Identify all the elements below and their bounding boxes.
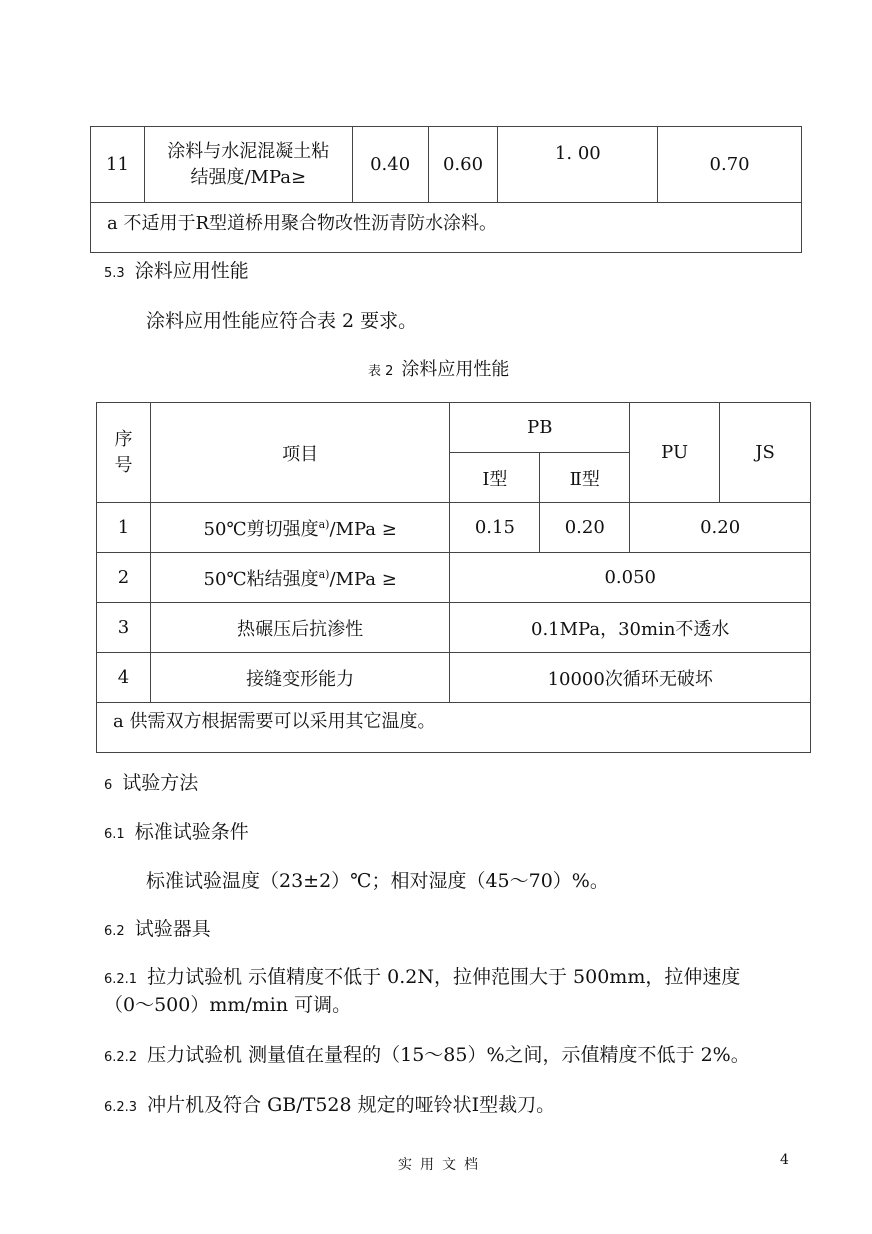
section-heading xyxy=(104,768,198,795)
paragraph-continuation: （0～500）mm/min 可调。 xyxy=(104,994,352,1016)
section-number: 6.2.3 xyxy=(104,1100,138,1115)
item-cell: 热碾压后抗渗性 xyxy=(150,603,450,653)
header-item: 项目 xyxy=(150,403,450,503)
section-number: 6 xyxy=(104,778,113,793)
value-cell: 1. 00 xyxy=(498,127,658,203)
table-row xyxy=(97,603,811,653)
section-number: 6.2 xyxy=(104,924,125,939)
item-text: 50℃剪切强度 xyxy=(203,518,319,540)
page-number: 4 xyxy=(780,1152,789,1168)
section-heading xyxy=(104,256,249,283)
table-row xyxy=(97,653,811,703)
header-no-line: 序 xyxy=(114,428,133,450)
item-cell xyxy=(150,503,450,553)
paragraph: 涂料应用性能应符合表 2 要求。 xyxy=(146,310,418,332)
table-row xyxy=(91,127,802,203)
value-cell: 0.050 xyxy=(450,553,811,603)
section-number: 6.1 xyxy=(104,827,125,842)
paragraph-text: 压力试验机 测量值在量程的（15～85）%之间，示值精度不低于 2%。 xyxy=(147,1044,750,1066)
section-number: 6.2.1 xyxy=(104,972,138,987)
paragraph-text: 冲片机及符合 GB/T528 规定的哑铃状Ⅰ型裁刀。 xyxy=(147,1094,556,1116)
table-row xyxy=(97,553,811,603)
value-cell: 0.15 xyxy=(450,503,540,553)
item-line: 结强度/MPa≥ xyxy=(190,166,307,188)
row-number: 2 xyxy=(97,553,151,603)
paragraph xyxy=(104,1090,555,1117)
table-caption xyxy=(368,355,509,381)
item-footnote-ref: a) xyxy=(318,567,330,581)
header-pb: PB xyxy=(450,403,630,453)
section-title: 试验器具 xyxy=(134,918,211,940)
header-row xyxy=(97,403,811,453)
value-cell: 0.60 xyxy=(428,127,498,203)
row-number: 11 xyxy=(91,127,145,203)
value-cell: 0.70 xyxy=(658,127,802,203)
table-row xyxy=(97,503,811,553)
table-note-row xyxy=(97,703,811,753)
table-2 xyxy=(96,402,811,753)
row-number: 4 xyxy=(97,653,151,703)
table-note-row xyxy=(91,203,802,253)
value-cell: 0.40 xyxy=(352,127,428,203)
paragraph: 标准试验温度（23±2）℃；相对湿度（45～70）%。 xyxy=(146,870,609,892)
value-cell: 10000次循环无破坏 xyxy=(450,653,811,703)
item-unit: /MPa ≥ xyxy=(329,518,397,540)
item-footnote-ref: a) xyxy=(318,517,330,531)
section-number: 6.2.2 xyxy=(104,1050,138,1065)
table-1 xyxy=(90,126,802,253)
item-text: 50℃粘结强度 xyxy=(203,568,319,590)
paragraph xyxy=(104,962,740,989)
section-title: 涂料应用性能 xyxy=(134,260,249,282)
value-cell: 0.20 xyxy=(630,503,811,553)
item-cell xyxy=(150,553,450,603)
section-heading xyxy=(104,817,249,844)
table-note: a 不适用于R型道桥用聚合物改性沥青防水涂料。 xyxy=(91,203,802,253)
footer-label: 实用文档 xyxy=(398,1157,486,1173)
header-type-2: Ⅱ型 xyxy=(540,453,630,503)
item-cell xyxy=(144,127,352,203)
item-unit: /MPa ≥ xyxy=(329,568,397,590)
item-cell: 接缝变形能力 xyxy=(150,653,450,703)
section-heading xyxy=(104,914,211,941)
section-title: 试验方法 xyxy=(122,772,199,794)
paragraph-text: 拉力试验机 示值精度不低于 0.2N，拉伸范围大于 500mm，拉伸速度 xyxy=(147,966,741,988)
table-note: a 供需双方根据需要可以采用其它温度。 xyxy=(97,703,811,753)
row-number: 1 xyxy=(97,503,151,553)
header-no xyxy=(97,403,151,503)
section-title: 标准试验条件 xyxy=(134,821,249,843)
table-caption-number: 表 2 xyxy=(368,364,394,379)
header-js: JS xyxy=(720,403,811,503)
table-caption-title: 涂料应用性能 xyxy=(401,359,510,380)
section-number: 5.3 xyxy=(104,266,125,281)
header-pu: PU xyxy=(630,403,720,503)
header-no-line: 号 xyxy=(114,454,133,476)
value-cell: 0.20 xyxy=(540,503,630,553)
paragraph xyxy=(104,1040,750,1067)
header-type-1: Ⅰ型 xyxy=(450,453,540,503)
row-number: 3 xyxy=(97,603,151,653)
item-line: 涂料与水泥混凝土粘 xyxy=(167,140,330,162)
value-cell: 0.1MPa，30min不透水 xyxy=(450,603,811,653)
